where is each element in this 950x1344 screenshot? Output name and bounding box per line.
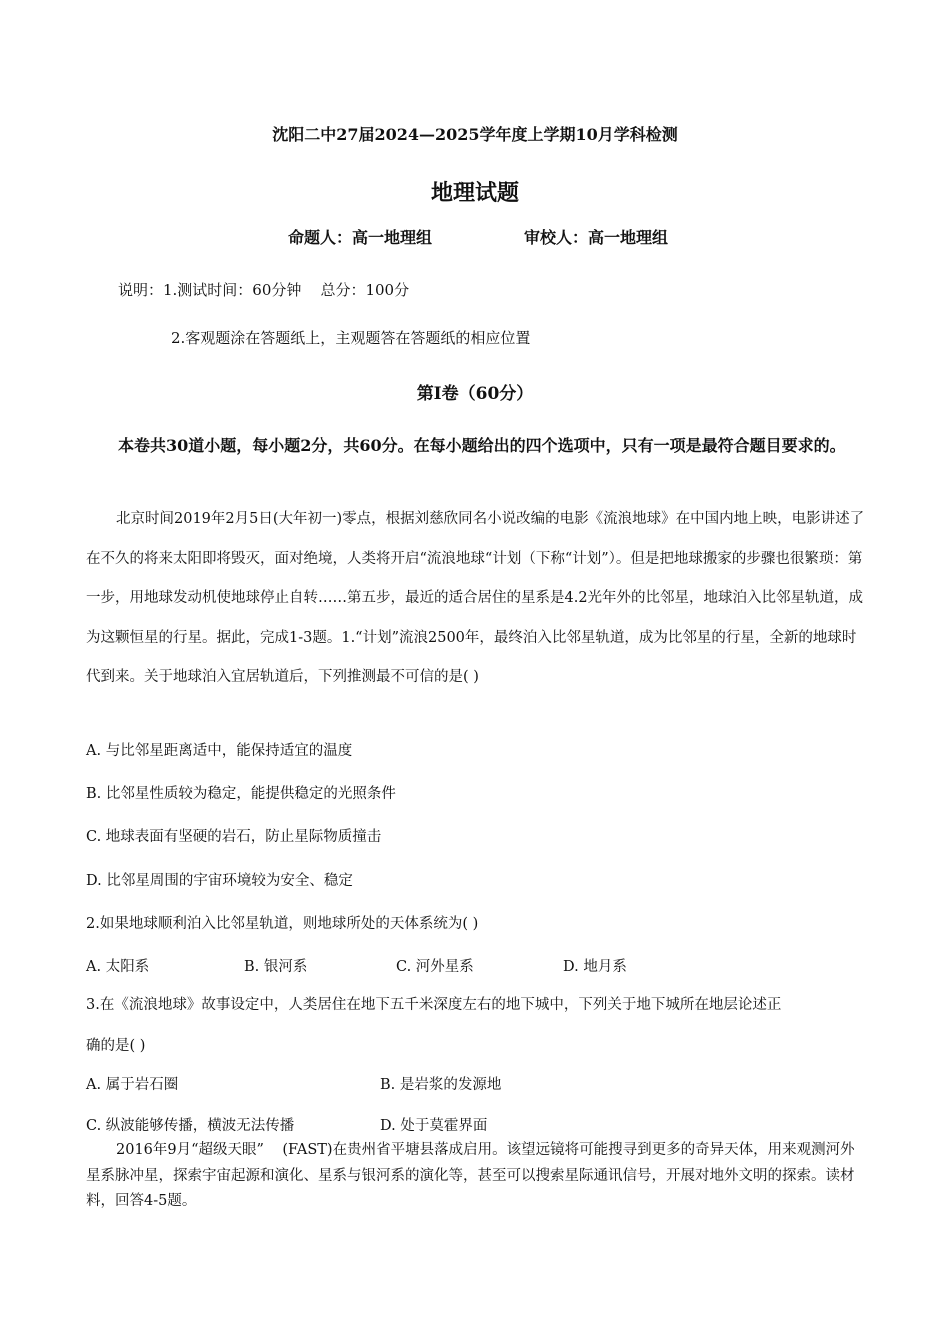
note-line-1: 说明：1.测试时间：60分钟 总分：100分 xyxy=(118,281,410,299)
section-instruction: 本卷共30道小题，每小题2分，共60分。在每小题给出的四个选项中，只有一项是最符合题目要求的。 xyxy=(118,436,846,455)
reviewer-label: 审校人：高一地理组 xyxy=(524,228,669,247)
q2-option-a: A. 太阳系 xyxy=(86,959,150,975)
q2-option-b: B. 银河系 xyxy=(244,959,308,975)
q1-option-c: C. 地球表面有坚硬的岩石，防止星际物质撞击 xyxy=(86,829,382,845)
page-title: 地理试题 xyxy=(430,180,519,206)
q2-option-c: C. 河外星系 xyxy=(396,959,474,975)
q2-stem: 2.如果地球顺利泊入比邻星轨道，则地球所处的天体系统为( ) xyxy=(86,916,479,932)
q2-option-d: D. 地月系 xyxy=(563,959,627,975)
q3-option-d: D. 处于莫霍界面 xyxy=(380,1118,488,1134)
q3-stem-line-2: 确的是( ) xyxy=(86,1038,146,1054)
passage-1: 北京时间2019年2月5日(大年初一)零点，根据刘慈欣同名小说改编的电影《流浪地球》在中国内地上映，电影讲述了在不久的将来太阳即将毁灭，面对绝境，人类将开启“流浪地球“计划（下称“计划”）。但是把地球搬家的步骤也很繁琐：第一步，用地球发动机使地球停止自转……第五步，最近的适合居住的星系是4.2光年外的比邻星，地球泊入比邻星轨道，成为这颗恒星的行星。据此，完成1-3题。1.“计划”流浪2500年，最终泊入比邻星轨道，成为比邻星的行星，全新的地球时代到来。关于地球泊入宜居轨道后，下列推测最不可信的是( ) xyxy=(86,511,865,686)
note-line-2: 2.客观题涂在答题纸上，主观题答在答题纸的相应位置 xyxy=(171,329,531,347)
q3-option-c: C. 纵波能够传播，横波无法传播 xyxy=(86,1118,295,1134)
q3-option-a: A. 属于岩石圈 xyxy=(86,1077,179,1093)
q1-option-a: A. 与比邻星距离适中，能保持适宜的温度 xyxy=(86,743,353,759)
school-line: 沈阳二中27届2024—2025学年度上学期10月学科检测 xyxy=(272,125,678,144)
q3-stem-line-1: 3.在《流浪地球》故事设定中，人类居住在地下五千米深度左右的地下城中，下列关于地下城所在地层论述正 xyxy=(86,997,782,1013)
q1-option-d: D. 比邻星周围的宇宙环境较为安全、稳定 xyxy=(86,873,353,889)
q1-option-b: B. 比邻星性质较为稳定，能提供稳定的光照条件 xyxy=(86,786,396,802)
author-label: 命题人：高一地理组 xyxy=(288,228,433,247)
section-title: 第Ⅰ卷（60分） xyxy=(416,384,534,404)
q3-option-b: B. 是岩浆的发源地 xyxy=(380,1077,502,1093)
passage-2: 2016年9月“超级天眼” (FAST)在贵州省平塘县落成启用。该望远镜将可能搜寻到更多的奇异天体，用来观测河外星系脉冲星，探索宇宙起源和演化、星系与银河系的演化等，甚至可以搜索星际通讯信号，开展对地外文明的探索。读材料，回答4-5题。 xyxy=(86,1142,855,1209)
